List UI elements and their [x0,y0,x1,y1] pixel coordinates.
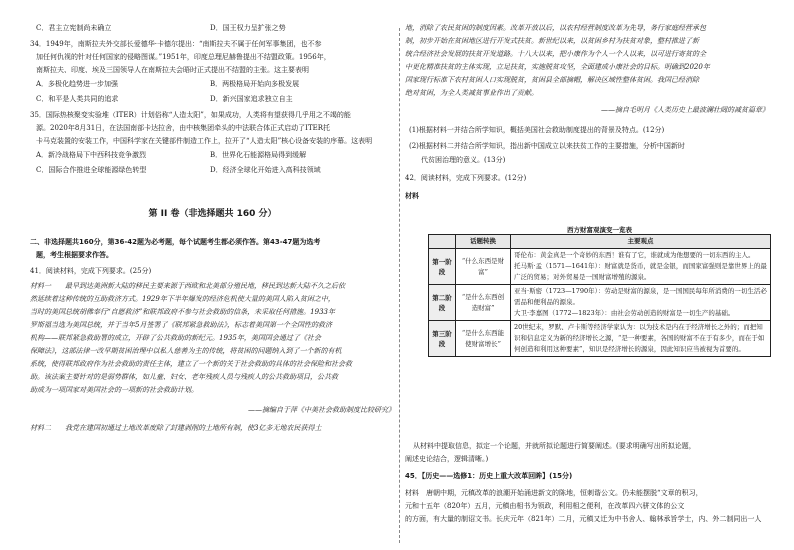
column-divider [399,28,400,543]
table-header-topic: 话题转换 [456,235,511,249]
q41-question-2-line-2: 代贫困治理的意义。(13分) [421,156,506,164]
table-row [429,321,771,357]
q41-material1-line-5: 机构——联邦紧急救助署的成立，开辟了公共救助的新纪元。1935年，美国国会通过了《社会 [30,334,321,342]
part2-title: 第 II 卷（非选择题共 160 分） [148,209,277,219]
q45-material-line-2: 元和十五年（820年）五月，元稹由相书为领政，利用相之便利，在改革四六骈文体的公文 [405,502,685,510]
q35-stem-line-3: 卡马克装置的安装工作，中国科学家在关键部件制造工作上，拉开了“人造太阳”核心设备安装的序幕。这表明 [36,137,373,145]
q34-option-a: A．多极化趋势进一步加强 [36,80,119,88]
part2-intro-line-2: 题，考生根据要求作答。 [36,251,113,259]
table-cell-stage: 第一阶段 [429,249,456,285]
q41-material2-cont-line-3: 统合经济社会发展的扶贫开发道路。十八大以来，把小康作为个人一个人以来，以可进行寄贫的全 [405,50,706,58]
table-header-content: 主要观点 [511,235,771,249]
table-cell-topic: “什么东西是财富” [456,249,511,285]
q41-material2-source: ——摘自毛明月《人类历史上最波澜壮阔的减贫篇章》 [601,106,769,114]
table-cell-content [511,249,771,285]
q35-option-a: A．新冷战格局下中西科技竞争激烈 [36,151,147,159]
q41-material1-source: ——摘编自于萍《中美社会救助制度比较研究》 [248,406,395,414]
q42-task-line-1: 从材料中提取信息，拟定一个论题，并就所拟论题进行简要阐述。(要求明确写出所拟论题， [413,442,696,450]
q41-material2-cont-line-1: 地，消除了农民贫困的制度因素。改革开放以后，以农村经营制度改革为先导，务行家庭经营承包 [405,24,706,32]
q41-material1-line-9: 助成为一项国家对美国社会的一项新的社会救助计划。 [30,386,198,394]
table-row [429,285,771,321]
table-cell-topic: “是什么东西能使财富增长” [456,321,511,357]
q41-question-2-line-1: (2)根据材料二并结合所学知识，指出新中国成立以来扶贫工作的主要措施，分析中国新时 [409,142,685,150]
table-cell-content-line: 哥伦布：黄金真是一个奇妙的东西！谁有了它，谁就成为他想要的一切东西的主人。 [514,251,755,259]
q34-option-b: B．两极格局开始向多极发展 [210,80,300,88]
q41-material1-line-3: 当时的美国总统胡佛奉行“自愿救济”和联邦政府不参与社会救助的信条，未采取任何措施。1933年 [30,308,335,316]
q33-option-d: D．国王权力呈扩张之势 [210,24,286,32]
q35-stem-line-2: 源。2020年8月31日，在法国南部卡达拉舍，由中核集团牵头的中法联合体正式启动了ITER托 [36,124,330,132]
q34-stem-line-1: 34．1949年，南斯拉夫外交部长爱德华·卡德尔提出：“南斯拉夫不属于任何军事集团，也不参 [30,40,322,48]
table-cell-content-line: 亚当·斯密（1723—1790年）：劳动是财富的源泉，是一国国民每年所消费的一切生活必需品和便利品的源泉。 [514,287,767,306]
q45-material-line-3: 的方面，有大量的制诏文书。长庆元年（821年）二月，元稹又迁为中书舍人、翰林承旨学士，内、外二制同出一人 [405,515,762,523]
q45-material-line-1: 材料 唐朝中期，元稹改革的浪潮开始涌进新文的陈地，恒刺谐公文。仍未能摆脱“文章的积习， [405,489,703,497]
q41-material2-cont-line-2: 制，初步开始在贫困地区进行开发式扶贫。新世纪以来，以贫困乡村为扶贫对象，整村推进了新 [405,37,699,45]
q41-material2-line-1: 材料二 我党在建国初通过土地改革废除了封建剥削的土地所有制，使3亿多无地农民获得土 [30,424,322,432]
table-cell-content [511,321,771,357]
q41-material2-cont-line-4: 中更化精准扶贫的主体实现，立足扶贫，实施脱贫攻坚，全面建成小康社会的目标。明确到2020年 [405,63,710,71]
part2-intro-line-1: 二、非选择题共160分，第36-42题为必考题，每个试题考生都必须作答。第43-47题为选考 [30,238,321,246]
q41-material1-line-6: 保障法》，这部法律一改早期贫困治理中以私人慈善为主的传统，将贫困的问题纳入到了一个新的有机 [30,347,342,355]
table-cell-content [511,285,771,321]
q35-stem-line-1: 35．国际热核聚变实验堆（ITER）计划俗称“人造太阳”，如果成功，人类将有望获得几乎用之不竭的能 [30,111,351,119]
table-header-row [429,235,771,249]
table-caption: 西方财富观演变一览表 [567,226,632,234]
q41-material1-line-2: 然延续着这种传统的互助救济方式。1929年下半年爆发的经济危机使大量的美国人陷入贫困之中， [30,295,335,303]
q45-heading: 45．【历史——选修1：历史上重大改革回眸】(15分) [405,472,573,480]
q35-option-d: D．经济全球化开始进入高科技领域 [210,166,321,174]
q34-option-d: D．新兴国家追求独立自主 [210,95,293,103]
table-cell-stage: 第三阶段 [429,321,456,357]
table-cell-topic: “是什么东西创造财富” [456,285,511,321]
q41-heading: 41．阅读材料，完成下列要求。(25分) [30,267,152,275]
q42-task-line-2: 阐述史论结合，逻辑清晰。) [405,455,489,463]
table-cell-content-line: 20世纪末，罗默、卢卡斯等经济学家认为：以为技术是内在于经济增长之外的；而把知识和信息定义为新的经济增长之源，“是一种要素，各国的财富不在于有多少，而在于如何创造和利用这种要素”，知识是经济增长的源泉，因此知识应当被视为首要的。 [514,323,765,353]
wealth-view-table [428,234,771,357]
table-cell-content-line: 托马斯·孟（1571—1641年）：财富就是货币，就是金银，而国家富强则是靠世界上的最广泛的贸易；对外贸易是一国财富增殖的源泉。 [514,262,767,281]
q34-option-c: C．和平是人类共同的追求 [36,95,119,103]
q34-stem-line-2: 加任何仇视的针对任何国家的侵略图谋。”1951年，印度总理尼赫鲁提出不结盟政策。1956年， [36,53,331,61]
q41-material1-line-4: 罗斯福当选为美国总统，并于当年5月签署了《联邦紧急救助法》，标志着美国第一个全国性的救济 [30,321,332,329]
table-row [429,249,771,285]
q35-option-c: C．国际合作推进全球能源绿色转型 [36,166,147,174]
q41-material1-line-8: 助。该法案主要针对的是弱势群体，如儿童、妇女、老年残疾人员与残疾人的公共救助项目，公共救 [30,373,338,381]
q41-question-1: (1)根据材料一并结合所学知识，概括美国社会救助制度提出的背景及特点。(12分) [409,126,665,134]
q41-material1-line-1: 材料一 最早到达美洲新大陆的移民主要来源于西欧和北美部分殖民地，移民到达新大陆不久之后依 [30,282,345,290]
table-cell-content-line: 大卫·李嘉图（1772—1823年）：由社会劳动创造的财富是一切生产的基础。 [514,309,735,317]
q42-heading: 42．阅读材料，完成下列要求。(12分) [405,174,527,182]
table-cell-stage: 第二阶段 [429,285,456,321]
q41-material2-cont-line-6: 绝对贫困，为全人类减贫事业作出了贡献。 [405,89,538,97]
q33-option-c: C．君主立宪制尚未确立 [36,24,112,32]
q41-material1-line-7: 系统，使得联邦政府作为社会救助的责任主体，建立了一个新的关于社会救助的具体的社会保险和社会救 [30,360,352,368]
q42-material-label: 材料 [405,192,419,200]
table-header-stage [429,235,456,249]
q34-stem-line-3: 南斯拉夫、印度、埃及三国领导人在南斯拉夫会晤时正式提出不结盟的主张。这主要表明 [36,66,309,74]
q41-material2-cont-line-5: 国家现行标准下农村贫困人口实现脱贫，贫困县全部摘帽，解决区域性整体贫困。我国已经消除 [405,76,699,84]
q35-option-b: B．世界化石能源格局得到缓解 [210,151,307,159]
